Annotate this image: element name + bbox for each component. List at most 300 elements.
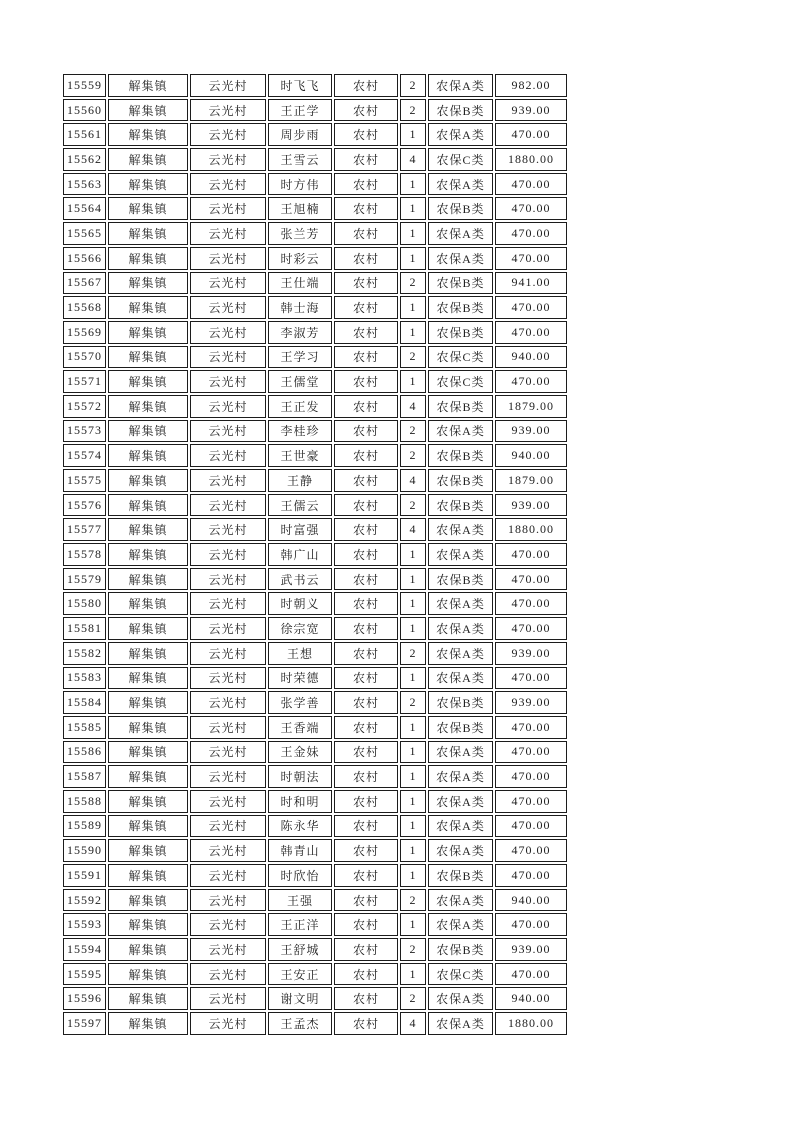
cell-person-count: 1 bbox=[400, 592, 426, 615]
cell-insurance-category: 农保A类 bbox=[428, 987, 493, 1010]
cell-person-name: 时朝义 bbox=[268, 592, 332, 615]
cell-person-count: 1 bbox=[400, 222, 426, 245]
cell-record-id: 15573 bbox=[63, 420, 106, 443]
cell-person-count: 1 bbox=[400, 741, 426, 764]
cell-household-type: 农村 bbox=[334, 741, 398, 764]
cell-village: 云光村 bbox=[190, 864, 266, 887]
cell-person-name: 李淑芳 bbox=[268, 321, 332, 344]
cell-person-count: 1 bbox=[400, 839, 426, 862]
cell-amount: 470.00 bbox=[495, 123, 567, 146]
cell-amount: 470.00 bbox=[495, 815, 567, 838]
cell-record-id: 15588 bbox=[63, 790, 106, 813]
cell-person-count: 1 bbox=[400, 815, 426, 838]
cell-household-type: 农村 bbox=[334, 469, 398, 492]
cell-person-name: 王儒堂 bbox=[268, 370, 332, 393]
cell-insurance-category: 农保B类 bbox=[428, 296, 493, 319]
cell-person-name: 王金妹 bbox=[268, 741, 332, 764]
cell-amount: 470.00 bbox=[495, 741, 567, 764]
cell-village: 云光村 bbox=[190, 518, 266, 541]
cell-record-id: 15566 bbox=[63, 247, 106, 270]
cell-household-type: 农村 bbox=[334, 839, 398, 862]
table-row bbox=[63, 642, 567, 665]
cell-village: 云光村 bbox=[190, 272, 266, 295]
cell-amount: 470.00 bbox=[495, 765, 567, 788]
cell-village: 云光村 bbox=[190, 667, 266, 690]
table-row bbox=[63, 815, 567, 838]
cell-household-type: 农村 bbox=[334, 247, 398, 270]
cell-amount: 940.00 bbox=[495, 889, 567, 912]
cell-town: 解集镇 bbox=[108, 74, 188, 97]
table-row bbox=[63, 765, 567, 788]
cell-household-type: 农村 bbox=[334, 272, 398, 295]
benefits-table bbox=[61, 72, 569, 1037]
cell-person-name: 时欣怡 bbox=[268, 864, 332, 887]
cell-household-type: 农村 bbox=[334, 889, 398, 912]
cell-insurance-category: 农保A类 bbox=[428, 518, 493, 541]
cell-town: 解集镇 bbox=[108, 716, 188, 739]
cell-insurance-category: 农保A类 bbox=[428, 642, 493, 665]
cell-record-id: 15594 bbox=[63, 938, 106, 961]
cell-person-name: 时朝法 bbox=[268, 765, 332, 788]
cell-town: 解集镇 bbox=[108, 272, 188, 295]
cell-record-id: 15580 bbox=[63, 592, 106, 615]
cell-village: 云光村 bbox=[190, 74, 266, 97]
cell-person-name: 时富强 bbox=[268, 518, 332, 541]
table-row bbox=[63, 617, 567, 640]
cell-amount: 939.00 bbox=[495, 938, 567, 961]
cell-town: 解集镇 bbox=[108, 592, 188, 615]
cell-amount: 470.00 bbox=[495, 716, 567, 739]
cell-insurance-category: 农保A类 bbox=[428, 74, 493, 97]
table-row bbox=[63, 148, 567, 171]
cell-amount: 939.00 bbox=[495, 420, 567, 443]
cell-record-id: 15585 bbox=[63, 716, 106, 739]
cell-person-count: 2 bbox=[400, 889, 426, 912]
cell-household-type: 农村 bbox=[334, 938, 398, 961]
cell-person-count: 2 bbox=[400, 74, 426, 97]
cell-town: 解集镇 bbox=[108, 99, 188, 122]
cell-person-count: 1 bbox=[400, 197, 426, 220]
cell-village: 云光村 bbox=[190, 123, 266, 146]
cell-village: 云光村 bbox=[190, 370, 266, 393]
cell-household-type: 农村 bbox=[334, 148, 398, 171]
table-row bbox=[63, 395, 567, 418]
cell-village: 云光村 bbox=[190, 839, 266, 862]
cell-record-id: 15597 bbox=[63, 1012, 106, 1035]
cell-household-type: 农村 bbox=[334, 395, 398, 418]
cell-person-name: 武书云 bbox=[268, 568, 332, 591]
cell-town: 解集镇 bbox=[108, 815, 188, 838]
cell-village: 云光村 bbox=[190, 346, 266, 369]
cell-household-type: 农村 bbox=[334, 963, 398, 986]
cell-village: 云光村 bbox=[190, 173, 266, 196]
cell-town: 解集镇 bbox=[108, 148, 188, 171]
cell-insurance-category: 农保A类 bbox=[428, 790, 493, 813]
cell-village: 云光村 bbox=[190, 197, 266, 220]
cell-town: 解集镇 bbox=[108, 123, 188, 146]
cell-record-id: 15569 bbox=[63, 321, 106, 344]
cell-person-name: 时荣德 bbox=[268, 667, 332, 690]
table-row bbox=[63, 370, 567, 393]
cell-record-id: 15576 bbox=[63, 494, 106, 517]
cell-town: 解集镇 bbox=[108, 889, 188, 912]
cell-village: 云光村 bbox=[190, 592, 266, 615]
cell-insurance-category: 农保B类 bbox=[428, 444, 493, 467]
cell-town: 解集镇 bbox=[108, 543, 188, 566]
cell-amount: 470.00 bbox=[495, 296, 567, 319]
table-row bbox=[63, 790, 567, 813]
cell-town: 解集镇 bbox=[108, 864, 188, 887]
cell-village: 云光村 bbox=[190, 790, 266, 813]
cell-person-count: 2 bbox=[400, 272, 426, 295]
cell-town: 解集镇 bbox=[108, 173, 188, 196]
cell-amount: 470.00 bbox=[495, 592, 567, 615]
cell-person-count: 2 bbox=[400, 346, 426, 369]
cell-insurance-category: 农保C类 bbox=[428, 370, 493, 393]
cell-town: 解集镇 bbox=[108, 346, 188, 369]
cell-household-type: 农村 bbox=[334, 222, 398, 245]
cell-household-type: 农村 bbox=[334, 123, 398, 146]
cell-village: 云光村 bbox=[190, 815, 266, 838]
cell-village: 云光村 bbox=[190, 963, 266, 986]
cell-household-type: 农村 bbox=[334, 568, 398, 591]
cell-person-count: 2 bbox=[400, 494, 426, 517]
cell-person-name: 王强 bbox=[268, 889, 332, 912]
cell-town: 解集镇 bbox=[108, 1012, 188, 1035]
cell-amount: 940.00 bbox=[495, 987, 567, 1010]
cell-person-name: 王学习 bbox=[268, 346, 332, 369]
table-body bbox=[63, 74, 567, 1035]
cell-person-count: 2 bbox=[400, 444, 426, 467]
cell-person-name: 张兰芳 bbox=[268, 222, 332, 245]
cell-person-count: 1 bbox=[400, 765, 426, 788]
cell-record-id: 15571 bbox=[63, 370, 106, 393]
table-row bbox=[63, 839, 567, 862]
cell-household-type: 农村 bbox=[334, 716, 398, 739]
cell-amount: 940.00 bbox=[495, 346, 567, 369]
table-row bbox=[63, 864, 567, 887]
cell-insurance-category: 农保A类 bbox=[428, 222, 493, 245]
cell-person-name: 时方伟 bbox=[268, 173, 332, 196]
cell-person-count: 1 bbox=[400, 617, 426, 640]
cell-village: 云光村 bbox=[190, 420, 266, 443]
cell-record-id: 15584 bbox=[63, 691, 106, 714]
cell-person-name: 李桂珍 bbox=[268, 420, 332, 443]
cell-person-count: 1 bbox=[400, 864, 426, 887]
cell-person-name: 张学善 bbox=[268, 691, 332, 714]
cell-record-id: 15577 bbox=[63, 518, 106, 541]
cell-person-name: 韩士海 bbox=[268, 296, 332, 319]
cell-record-id: 15582 bbox=[63, 642, 106, 665]
cell-village: 云光村 bbox=[190, 765, 266, 788]
table-row bbox=[63, 296, 567, 319]
cell-village: 云光村 bbox=[190, 395, 266, 418]
cell-person-count: 1 bbox=[400, 543, 426, 566]
cell-insurance-category: 农保A类 bbox=[428, 1012, 493, 1035]
cell-village: 云光村 bbox=[190, 321, 266, 344]
cell-person-name: 王仕端 bbox=[268, 272, 332, 295]
cell-household-type: 农村 bbox=[334, 321, 398, 344]
cell-town: 解集镇 bbox=[108, 839, 188, 862]
table-row bbox=[63, 197, 567, 220]
cell-insurance-category: 农保A类 bbox=[428, 247, 493, 270]
cell-town: 解集镇 bbox=[108, 617, 188, 640]
cell-insurance-category: 农保B类 bbox=[428, 716, 493, 739]
cell-town: 解集镇 bbox=[108, 963, 188, 986]
cell-person-count: 1 bbox=[400, 568, 426, 591]
cell-amount: 470.00 bbox=[495, 543, 567, 566]
cell-person-name: 王静 bbox=[268, 469, 332, 492]
table-row bbox=[63, 568, 567, 591]
cell-amount: 941.00 bbox=[495, 272, 567, 295]
table-row bbox=[63, 518, 567, 541]
cell-person-count: 1 bbox=[400, 247, 426, 270]
table-row bbox=[63, 889, 567, 912]
cell-amount: 1879.00 bbox=[495, 395, 567, 418]
table-row bbox=[63, 987, 567, 1010]
cell-town: 解集镇 bbox=[108, 370, 188, 393]
cell-amount: 939.00 bbox=[495, 642, 567, 665]
cell-person-name: 王正洋 bbox=[268, 913, 332, 936]
table-row bbox=[63, 222, 567, 245]
cell-insurance-category: 农保B类 bbox=[428, 469, 493, 492]
cell-amount: 470.00 bbox=[495, 864, 567, 887]
cell-person-count: 4 bbox=[400, 395, 426, 418]
cell-person-count: 4 bbox=[400, 1012, 426, 1035]
cell-village: 云光村 bbox=[190, 99, 266, 122]
cell-household-type: 农村 bbox=[334, 617, 398, 640]
cell-person-count: 2 bbox=[400, 938, 426, 961]
cell-record-id: 15568 bbox=[63, 296, 106, 319]
cell-person-name: 王儒云 bbox=[268, 494, 332, 517]
table-row bbox=[63, 543, 567, 566]
cell-record-id: 15583 bbox=[63, 667, 106, 690]
cell-town: 解集镇 bbox=[108, 197, 188, 220]
cell-insurance-category: 农保A类 bbox=[428, 667, 493, 690]
cell-household-type: 农村 bbox=[334, 691, 398, 714]
table-row bbox=[63, 741, 567, 764]
cell-amount: 470.00 bbox=[495, 667, 567, 690]
cell-person-name: 王旭楠 bbox=[268, 197, 332, 220]
cell-insurance-category: 农保B类 bbox=[428, 691, 493, 714]
cell-village: 云光村 bbox=[190, 543, 266, 566]
cell-insurance-category: 农保B类 bbox=[428, 864, 493, 887]
cell-person-count: 4 bbox=[400, 148, 426, 171]
table-row bbox=[63, 247, 567, 270]
cell-household-type: 农村 bbox=[334, 346, 398, 369]
table-row bbox=[63, 346, 567, 369]
cell-household-type: 农村 bbox=[334, 765, 398, 788]
cell-household-type: 农村 bbox=[334, 197, 398, 220]
table-row bbox=[63, 173, 567, 196]
cell-record-id: 15596 bbox=[63, 987, 106, 1010]
cell-person-count: 1 bbox=[400, 790, 426, 813]
cell-person-name: 时和明 bbox=[268, 790, 332, 813]
cell-record-id: 15579 bbox=[63, 568, 106, 591]
table-row bbox=[63, 691, 567, 714]
cell-person-name: 谢文明 bbox=[268, 987, 332, 1010]
cell-amount: 470.00 bbox=[495, 197, 567, 220]
cell-person-name: 王舒城 bbox=[268, 938, 332, 961]
cell-village: 云光村 bbox=[190, 469, 266, 492]
cell-town: 解集镇 bbox=[108, 321, 188, 344]
cell-town: 解集镇 bbox=[108, 395, 188, 418]
cell-person-name: 王正发 bbox=[268, 395, 332, 418]
cell-record-id: 15560 bbox=[63, 99, 106, 122]
cell-household-type: 农村 bbox=[334, 518, 398, 541]
cell-insurance-category: 农保B类 bbox=[428, 321, 493, 344]
table-row bbox=[63, 592, 567, 615]
cell-village: 云光村 bbox=[190, 889, 266, 912]
table-row bbox=[63, 963, 567, 986]
cell-town: 解集镇 bbox=[108, 987, 188, 1010]
table-row bbox=[63, 99, 567, 122]
cell-town: 解集镇 bbox=[108, 790, 188, 813]
cell-person-name: 王雪云 bbox=[268, 148, 332, 171]
cell-record-id: 15578 bbox=[63, 543, 106, 566]
cell-household-type: 农村 bbox=[334, 74, 398, 97]
cell-person-count: 1 bbox=[400, 296, 426, 319]
table-row bbox=[63, 667, 567, 690]
cell-person-name: 王香端 bbox=[268, 716, 332, 739]
table-row bbox=[63, 494, 567, 517]
cell-household-type: 农村 bbox=[334, 296, 398, 319]
cell-amount: 1879.00 bbox=[495, 469, 567, 492]
cell-person-name: 韩广山 bbox=[268, 543, 332, 566]
cell-record-id: 15592 bbox=[63, 889, 106, 912]
cell-household-type: 农村 bbox=[334, 987, 398, 1010]
cell-person-name: 王想 bbox=[268, 642, 332, 665]
cell-insurance-category: 农保A类 bbox=[428, 173, 493, 196]
cell-record-id: 15565 bbox=[63, 222, 106, 245]
cell-person-name: 王孟杰 bbox=[268, 1012, 332, 1035]
cell-person-name: 周步雨 bbox=[268, 123, 332, 146]
cell-household-type: 农村 bbox=[334, 99, 398, 122]
cell-person-count: 1 bbox=[400, 123, 426, 146]
table-row bbox=[63, 74, 567, 97]
cell-record-id: 15581 bbox=[63, 617, 106, 640]
cell-person-name: 时彩云 bbox=[268, 247, 332, 270]
cell-amount: 470.00 bbox=[495, 913, 567, 936]
cell-insurance-category: 农保A类 bbox=[428, 543, 493, 566]
cell-insurance-category: 农保A类 bbox=[428, 617, 493, 640]
cell-amount: 940.00 bbox=[495, 444, 567, 467]
table-row bbox=[63, 469, 567, 492]
cell-record-id: 15593 bbox=[63, 913, 106, 936]
cell-household-type: 农村 bbox=[334, 864, 398, 887]
cell-town: 解集镇 bbox=[108, 444, 188, 467]
cell-insurance-category: 农保B类 bbox=[428, 395, 493, 418]
cell-record-id: 15561 bbox=[63, 123, 106, 146]
cell-insurance-category: 农保B类 bbox=[428, 272, 493, 295]
cell-village: 云光村 bbox=[190, 222, 266, 245]
cell-amount: 470.00 bbox=[495, 370, 567, 393]
cell-amount: 1880.00 bbox=[495, 1012, 567, 1035]
cell-household-type: 农村 bbox=[334, 543, 398, 566]
cell-village: 云光村 bbox=[190, 938, 266, 961]
cell-insurance-category: 农保B类 bbox=[428, 197, 493, 220]
cell-insurance-category: 农保C类 bbox=[428, 346, 493, 369]
cell-insurance-category: 农保B类 bbox=[428, 568, 493, 591]
cell-person-count: 2 bbox=[400, 987, 426, 1010]
cell-record-id: 15595 bbox=[63, 963, 106, 986]
cell-village: 云光村 bbox=[190, 148, 266, 171]
cell-amount: 470.00 bbox=[495, 839, 567, 862]
cell-insurance-category: 农保A类 bbox=[428, 741, 493, 764]
cell-village: 云光村 bbox=[190, 691, 266, 714]
cell-town: 解集镇 bbox=[108, 913, 188, 936]
cell-person-count: 4 bbox=[400, 469, 426, 492]
cell-person-count: 1 bbox=[400, 667, 426, 690]
cell-amount: 470.00 bbox=[495, 321, 567, 344]
cell-town: 解集镇 bbox=[108, 420, 188, 443]
cell-town: 解集镇 bbox=[108, 494, 188, 517]
cell-person-name: 时飞飞 bbox=[268, 74, 332, 97]
table-row bbox=[63, 913, 567, 936]
cell-town: 解集镇 bbox=[108, 938, 188, 961]
cell-insurance-category: 农保A类 bbox=[428, 123, 493, 146]
cell-person-name: 王世豪 bbox=[268, 444, 332, 467]
cell-household-type: 农村 bbox=[334, 667, 398, 690]
cell-person-name: 徐宗宽 bbox=[268, 617, 332, 640]
cell-village: 云光村 bbox=[190, 247, 266, 270]
cell-insurance-category: 农保A类 bbox=[428, 420, 493, 443]
cell-town: 解集镇 bbox=[108, 568, 188, 591]
cell-person-count: 1 bbox=[400, 963, 426, 986]
cell-town: 解集镇 bbox=[108, 469, 188, 492]
cell-household-type: 农村 bbox=[334, 913, 398, 936]
cell-amount: 1880.00 bbox=[495, 148, 567, 171]
table-row bbox=[63, 123, 567, 146]
table-row bbox=[63, 938, 567, 961]
cell-village: 云光村 bbox=[190, 716, 266, 739]
cell-record-id: 15575 bbox=[63, 469, 106, 492]
cell-town: 解集镇 bbox=[108, 642, 188, 665]
cell-town: 解集镇 bbox=[108, 296, 188, 319]
table-row bbox=[63, 272, 567, 295]
cell-amount: 470.00 bbox=[495, 617, 567, 640]
cell-amount: 939.00 bbox=[495, 691, 567, 714]
cell-insurance-category: 农保B类 bbox=[428, 99, 493, 122]
cell-village: 云光村 bbox=[190, 642, 266, 665]
cell-village: 云光村 bbox=[190, 494, 266, 517]
cell-person-name: 王安正 bbox=[268, 963, 332, 986]
cell-village: 云光村 bbox=[190, 1012, 266, 1035]
cell-insurance-category: 农保A类 bbox=[428, 815, 493, 838]
cell-person-name: 王正学 bbox=[268, 99, 332, 122]
cell-insurance-category: 农保C类 bbox=[428, 963, 493, 986]
cell-town: 解集镇 bbox=[108, 741, 188, 764]
cell-insurance-category: 农保A类 bbox=[428, 765, 493, 788]
cell-town: 解集镇 bbox=[108, 222, 188, 245]
table-row bbox=[63, 1012, 567, 1035]
cell-record-id: 15567 bbox=[63, 272, 106, 295]
cell-village: 云光村 bbox=[190, 296, 266, 319]
cell-person-count: 2 bbox=[400, 642, 426, 665]
cell-record-id: 15574 bbox=[63, 444, 106, 467]
cell-amount: 982.00 bbox=[495, 74, 567, 97]
cell-town: 解集镇 bbox=[108, 691, 188, 714]
cell-record-id: 15591 bbox=[63, 864, 106, 887]
cell-town: 解集镇 bbox=[108, 518, 188, 541]
cell-household-type: 农村 bbox=[334, 592, 398, 615]
cell-amount: 470.00 bbox=[495, 222, 567, 245]
cell-household-type: 农村 bbox=[334, 790, 398, 813]
table-row bbox=[63, 420, 567, 443]
cell-person-count: 1 bbox=[400, 173, 426, 196]
cell-record-id: 15587 bbox=[63, 765, 106, 788]
cell-insurance-category: 农保A类 bbox=[428, 839, 493, 862]
